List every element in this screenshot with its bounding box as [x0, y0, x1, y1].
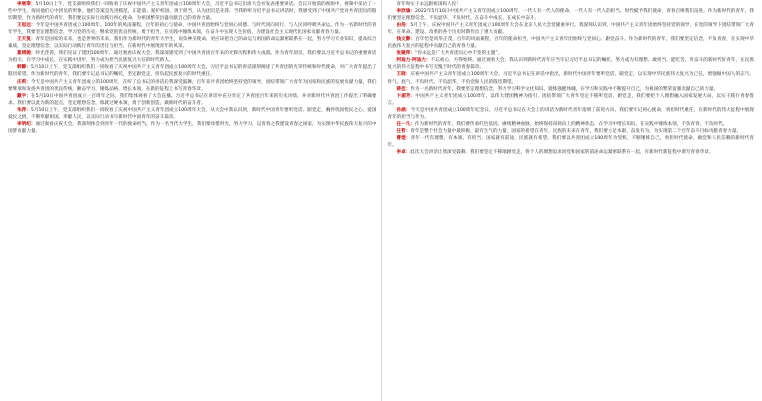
comment-paragraph [388, 121, 755, 128]
speaker-name: 李展奉： [17, 2, 36, 7]
comment-text: 5月10日上午，党支部组织我们一同收看了庆祝中国共产主义青年团成立100周年大会。习近平总书记的讲话深刻阐述了共青团的光荣传统和时代使命，对广大青年提出了殷切希望。作为新时代的青年，我们要牢记总书记的嘱托，坚定跟党走，担负起民族复兴的时代重任。 [8, 65, 377, 78]
comment-paragraph [388, 50, 755, 57]
comment-paragraph [388, 93, 755, 107]
comment-text: 作为新时代的青年，我们要传承红色基因，赓续精神血脉，始终保持昂扬向上的精神状态，在学习中增长知识，在实践中锤炼本领，不负青春，不负时代。 [414, 121, 728, 127]
comment-text: 中国共产主义青年团成立100周年，以伟大建团精神为指引，团结带领广大青年坚定不移听党话、跟党走，我们要把个人理想融入国家发展大局，以实干践行青春誓言。 [387, 93, 754, 106]
comment-paragraph [8, 121, 377, 135]
comment-text: 作为一名新时代青年，我要坚定理想信念，努力学习科学文化知识，锻炼强健体魄，在学习和实践中不断提升自己，为祖国的繁荣富强贡献自己的力量。 [410, 86, 719, 92]
comment-text: 青年和实干永远跟祖国和人民！ [396, 2, 461, 7]
speaker-name: 阿迪力·阿迪力： [396, 58, 431, 64]
comment-paragraph [8, 1, 377, 22]
comment-text: 今天是中国共青团成立100周年纪念日，习近平总书记在大会上的讲话为新时代青年指明了前进方向。我们要牢记初心使命，勇担时代重任，在新时代的伟大征程中展现青年的担当与作为。 [387, 107, 754, 120]
comment-text: 在5月10日中国共青团成立一百周年之际，我们集体观看了大会直播。习近平总书记在讲话中充分肯定了共青团百年来的历史功绩，并对新时代共青团工作提出了明确要求。我们要以此为新的起点，坚定理想信念，练就过硬本领，勇于创新创造，做新时代的奋斗者。 [8, 93, 377, 106]
comment-text: 5月10日上午，党支部组织我们一同收看了庆祝中国共产主义青年团成立100周年大会，习近平总书记出席大会并发表重要讲话。会议开始前的视频中，视频中采访了一些中学生，询问他们心中团员的形象，他们答案是先进模范、正能量、爱护校园、勇于担当，认为团员是先锋。当我聆听习近平总书记讲话时，我感受到了中国共产党对共青团员的殷切期望，作为新时代的青年，我们要以实际行动践行初心使命，为祖国繁荣昌盛贡献自己的青春力量。 [8, 2, 377, 22]
comment-paragraph [388, 149, 755, 156]
speaker-name: 卞淑芳： [396, 93, 416, 99]
speaker-name: 李明纪： [17, 121, 36, 127]
comment-text: 庆祝中国共产主义青年团成立100周年大会，习近平总书记在讲话中指出，新时代中国青年要听党话、跟党走，以实现中华民族伟大复兴为己任，增强做中国人的志气、骨气、底气，不负时代，不负韶华，不负党和人民的殷切期望。 [387, 72, 754, 85]
comment-paragraph [388, 22, 755, 36]
comment-paragraph [388, 36, 755, 50]
speaker-name: 王天复： [17, 37, 36, 43]
comment-text: 此次大会讲话让我深受鼓舞，我们要坚定不移地跟党走，将个人的理想追求同党和国家的前途命运紧密联系在一起，在新时代新征程中谱写青春华章。 [410, 149, 714, 155]
speaker-name: 李卓： [396, 149, 411, 155]
speaker-name: 庄莉： [17, 79, 31, 85]
speaker-name: 韩静： [17, 65, 31, 71]
comment-paragraph [388, 128, 755, 135]
speaker-name: 夏靖婉： [17, 51, 36, 57]
comment-paragraph [8, 36, 377, 50]
comment-paragraph [388, 71, 755, 85]
speaker-name: 朱萍： [17, 107, 31, 113]
speaker-name: 由扬： [396, 23, 411, 29]
comment-text: 百年恰是风华正茂，百年的风雨兼程，百年的使命担当，中国共产主义青年团始终与党同心、跟党奋斗。作为新时代的青年，我们要坚定信念，不负青春，在实现中华民族伟大复兴的征程中贡献自己的青春力量。 [387, 37, 754, 50]
comment-text: 今年是中国共青团成立100周年。100年的风雨兼程，百年的初心与使命，中国共青团始终与党同心同德、与时代同向同行、与人民同呼吸共命运。作为一名新时代的青年学生，我要坚定理想信念，学习党的历史，继承党的优良传统，勇于担当，在实践中锤炼本领，在奋斗中实现人生价值，为建设社会主义现代化国家贡献青春力量。 [8, 23, 377, 36]
comment-paragraph [8, 64, 377, 78]
comment-text: 5月10日上午，党支部组织我们一同收看了庆祝中国共产主义青年团成立100周年大会。从大会中我认识到，新时代中国青年要听党话、跟党走，胸怀忧国忧民之心、爱国爱民之情，不断奉献祖国、奉献人民，以实际行动书写新时代中国青年的奋斗篇章。 [8, 107, 377, 120]
comment-text: 青年是整个社会力量中最积极、最有生气的力量，国家的希望在青年，民族的未来在青年。我们要立足本职，奋发有为，为实现第二个百年奋斗目标贡献青春力量。 [410, 128, 742, 134]
comment-paragraph [8, 22, 377, 36]
comment-text: 2022年5月10日中国共产主义青年团成立100周年，一代人有一代人的使命，一代人有一代人的担当。时代赋予我们使命，青春召唤我们奋进。作为新时代的青年，我们要坚定理想信念，不负韶华，不负时代，在奋斗中成长，在成长中奋斗。 [387, 9, 754, 22]
speaker-name: 张婕萍： [396, 51, 415, 57]
comment-text: 青年一代有理想、有本领、有担当，国家就有前途，民族就有希望。我们要以共青团成立100周年为契机，不断锤炼自己，勇担时代使命，做党和人民信赖的新时代青年。 [387, 135, 754, 148]
speaker-name: 戴宇： [17, 93, 32, 99]
comment-paragraph [388, 57, 755, 71]
speaker-name: 孙涵： [396, 107, 411, 113]
speaker-name: 任哲： [396, 128, 411, 134]
speaker-name: 李欣瑜： [396, 9, 415, 15]
comment-text: “你永远是广大共青团员心中不变的主题”。 [414, 51, 503, 57]
right-column [382, 0, 762, 401]
comment-text: 青年是国家的未来，也是世界的未来。我们作为新时代的青年大学生，肩负神圣使命，更应该把自己的命运与祖国的命运紧密联系在一起，努力学习专业知识，提高综合素质，坚定理想信念，以实际行动践行青年的责任与担当，在新时代中展现青年的风采。 [8, 37, 377, 50]
speaker-name: 王思远： [17, 23, 36, 29]
comment-text: 时光荏苒，我们见证了建团100周年。通过观看庆祝大会，我深深感受到了中国共青团百年来的光辉历程和伟大成就。作为青年团员，我们要以习近平总书记的重要讲话为指引，在学习中成长，在实践中进步，努力成为担当民族复兴大任的时代新人。 [8, 51, 377, 64]
comment-paragraph [8, 93, 377, 107]
comment-paragraph [388, 135, 755, 149]
comment-paragraph [8, 79, 377, 93]
comment-paragraph [388, 1, 755, 8]
comment-text: 不忘初心，方得始终。通过观看大会，我认识到新时代青年应当牢记习近平总书记的嘱托，努力成为有理想、敢担当、能吃苦、肯奋斗的新时代好青年，在民族复兴的伟大征程中书写无愧于时代的青春篇章。 [387, 58, 755, 71]
speaker-name: 王晓： [396, 72, 411, 78]
comment-paragraph [8, 50, 377, 64]
speaker-name: 蒋佳： [396, 86, 411, 92]
comment-text: 5月上午，庆祝中国共产主义青年团成立100周年大会在北京人民大会堂隆重举行。我深刻认识到，中国共产主义青年团始终坚持党的领导，在党的领导下团结带领广大青年，在革命、建设、改革的各个历史时期作出了重大贡献。 [387, 23, 754, 36]
speaker-name: 任一凡： [396, 121, 415, 127]
comment-paragraph [388, 86, 755, 93]
comment-text: 今天是中国共产主义青年团成立的100周年，在听了总书记的讲话后我深受鼓舞。百年来共青团始终坚持党的领导，团结带领广大青年为国家和民族的发展贡献力量。我们要继承和发扬共青团的优良传统，勤奋学习，锤炼品格，增长本领，在新的征程上书写青春华章。 [8, 79, 377, 92]
speaker-name: 钱文静： [396, 37, 416, 43]
comment-paragraph [388, 107, 755, 121]
speaker-name: 曹煜： [396, 135, 411, 141]
comment-paragraph [8, 107, 377, 121]
comment-paragraph [388, 8, 755, 22]
comment-text: 通过观看庆祝大会，我深刻体会到青年一代的使命担当。作为一名当代大学生，我们要珍惜时光，努力学习，以青春之我建设青春之国家，为实现中华民族伟大复兴的中国梦贡献力量。 [8, 121, 377, 134]
